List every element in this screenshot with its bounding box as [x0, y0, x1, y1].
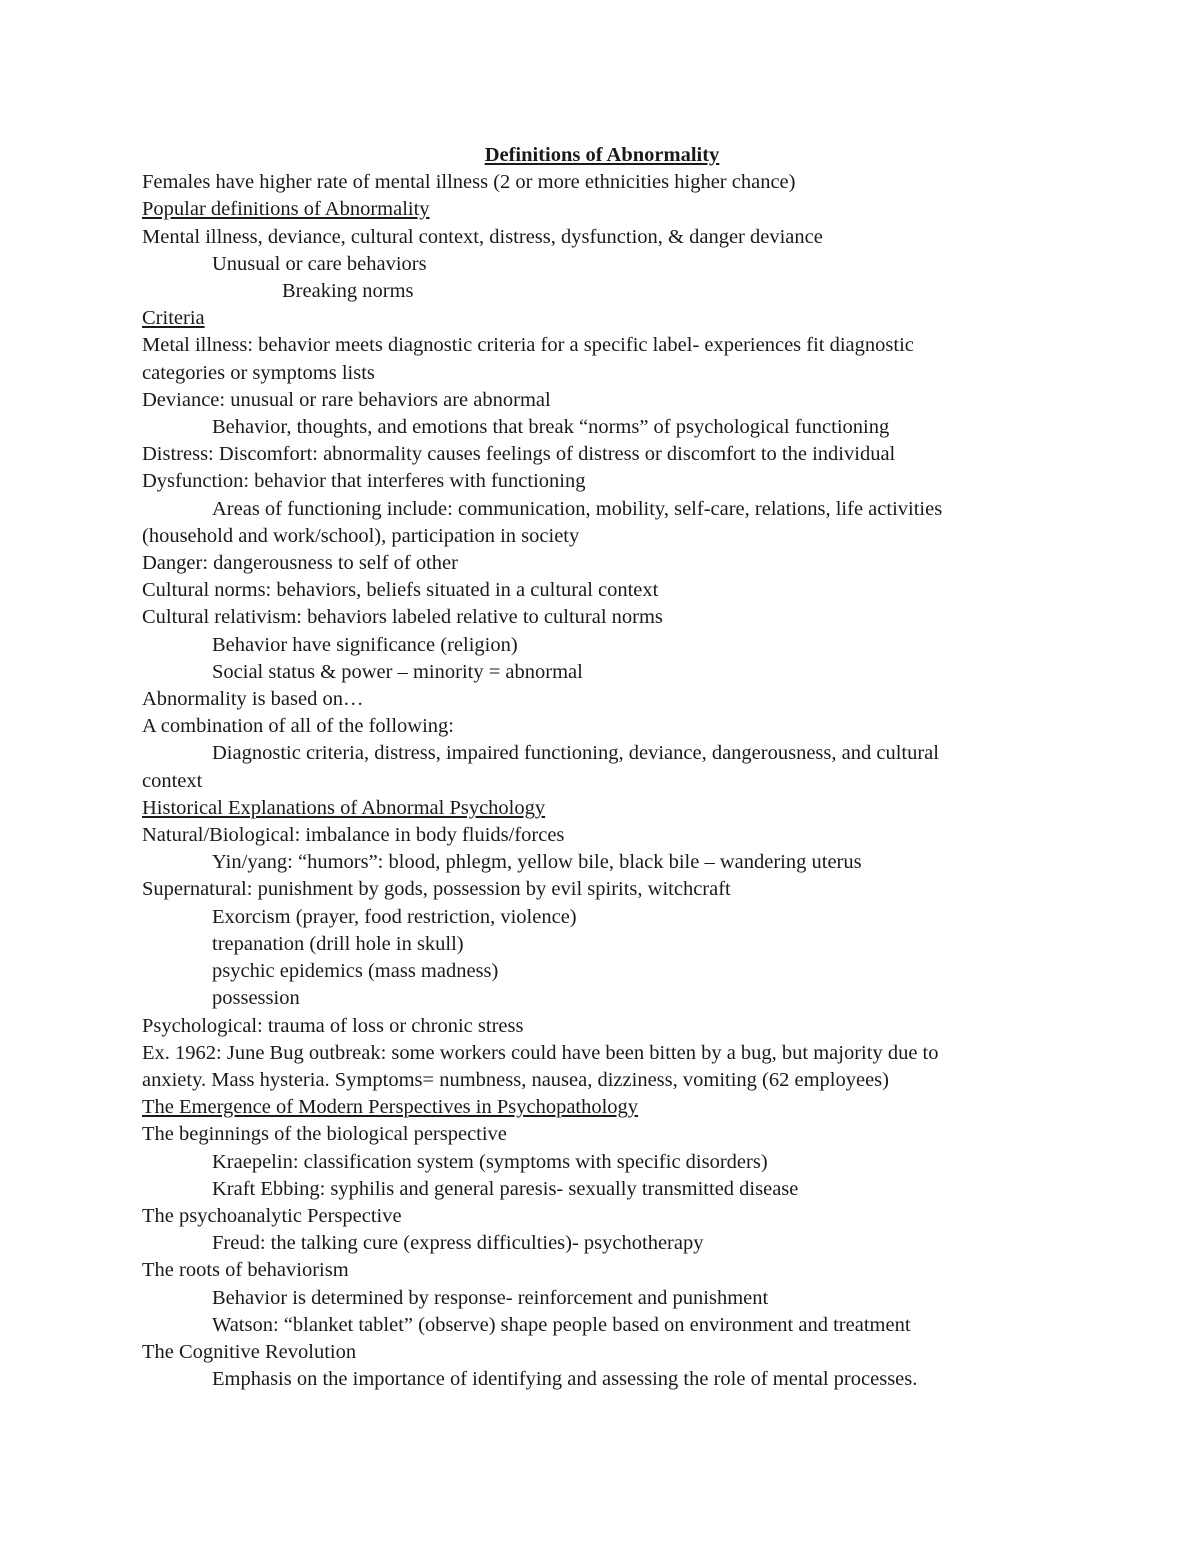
- text-line: Areas of functioning include: communication, mobility, self-care, relations, life activities: [212, 497, 943, 520]
- text-line: Social status & power – minority = abnormal: [212, 660, 583, 683]
- text-line: Breaking norms: [282, 280, 414, 303]
- text-line: The roots of behaviorism: [142, 1259, 349, 1282]
- text-line: anxiety. Mass hysteria. Symptoms= numbness, nausea, dizziness, vomiting (62 employees): [142, 1068, 889, 1091]
- text-line: Abnormality is based on…: [142, 688, 364, 711]
- text-line: Diagnostic criteria, distress, impaired functioning, deviance, dangerousness, and cultural: [212, 742, 939, 765]
- text-line: categories or symptoms lists: [142, 361, 375, 384]
- text-line: Kraepelin: classification system (symptoms with specific disorders): [212, 1150, 768, 1173]
- text-line: The Cognitive Revolution: [142, 1340, 357, 1363]
- section-heading: Historical Explanations of Abnormal Psychology: [142, 796, 546, 819]
- text-line: Psychological: trauma of loss or chronic stress: [142, 1014, 524, 1037]
- text-line: Exorcism (prayer, food restriction, violence): [212, 905, 577, 928]
- text-line: Mental illness, deviance, cultural context, distress, dysfunction, & danger deviance: [142, 225, 823, 248]
- section-heading: Criteria: [142, 307, 205, 330]
- text-line: Ex. 1962: June Bug outbreak: some workers could have been bitten by a bug, but majority due to: [142, 1041, 939, 1064]
- text-line: (household and work/school), participation in society: [142, 524, 580, 547]
- text-line: Distress: Discomfort: abnormality causes feelings of distress or discomfort to the individual: [142, 443, 896, 466]
- text-line: Behavior have significance (religion): [212, 633, 518, 656]
- text-line: Danger: dangerousness to self of other: [142, 552, 458, 575]
- text-line: Metal illness: behavior meets diagnostic criteria for a specific label- experiences fit diagnostic: [142, 334, 914, 357]
- text-line: A combination of all of the following:: [142, 715, 455, 738]
- page-title: Definitions of Abnormality: [484, 144, 720, 166]
- document-lines: [142, 169, 1062, 1393]
- text-line: Behavior is determined by response- reinforcement and punishment: [212, 1286, 769, 1309]
- text-line: The beginnings of the biological perspective: [142, 1123, 507, 1146]
- text-line: Deviance: unusual or rare behaviors are abnormal: [142, 388, 551, 411]
- section-heading: The Emergence of Modern Perspectives in Psychopathology: [142, 1096, 639, 1119]
- text-line: Yin/yang: “humors”: blood, phlegm, yellow bile, black bile – wandering uterus: [212, 851, 862, 874]
- text-line: Supernatural: punishment by gods, possession by evil spirits, witchcraft: [142, 878, 731, 901]
- text-line: Natural/Biological: imbalance in body fluids/forces: [142, 824, 565, 847]
- text-line: Freud: the talking cure (express difficulties)- psychotherapy: [212, 1232, 704, 1255]
- text-line: possession: [212, 987, 300, 1010]
- text-line: Unusual or care behaviors: [212, 252, 427, 275]
- text-line: The psychoanalytic Perspective: [142, 1204, 402, 1227]
- text-line: Kraft Ebbing: syphilis and general paresis- sexually transmitted disease: [212, 1177, 799, 1200]
- text-line: Emphasis on the importance of identifying and assessing the role of mental processes.: [212, 1368, 918, 1391]
- text-line: Watson: “blanket tablet” (observe) shape people based on environment and treatment: [212, 1313, 911, 1336]
- text-line: Cultural norms: behaviors, beliefs situated in a cultural context: [142, 579, 659, 602]
- text-line: trepanation (drill hole in skull): [212, 932, 464, 955]
- text-line: Dysfunction: behavior that interferes with functioning: [142, 470, 586, 493]
- text-line: Females have higher rate of mental illness (2 or more ethnicities higher chance): [142, 171, 796, 194]
- text-line: context: [142, 769, 203, 792]
- section-heading: Popular definitions of Abnormality: [142, 198, 430, 221]
- text-line: Behavior, thoughts, and emotions that break “norms” of psychological functioning: [212, 416, 890, 439]
- text-line: Cultural relativism: behaviors labeled relative to cultural norms: [142, 606, 663, 629]
- text-line: psychic epidemics (mass madness): [212, 960, 499, 983]
- document-body: [142, 142, 1062, 1393]
